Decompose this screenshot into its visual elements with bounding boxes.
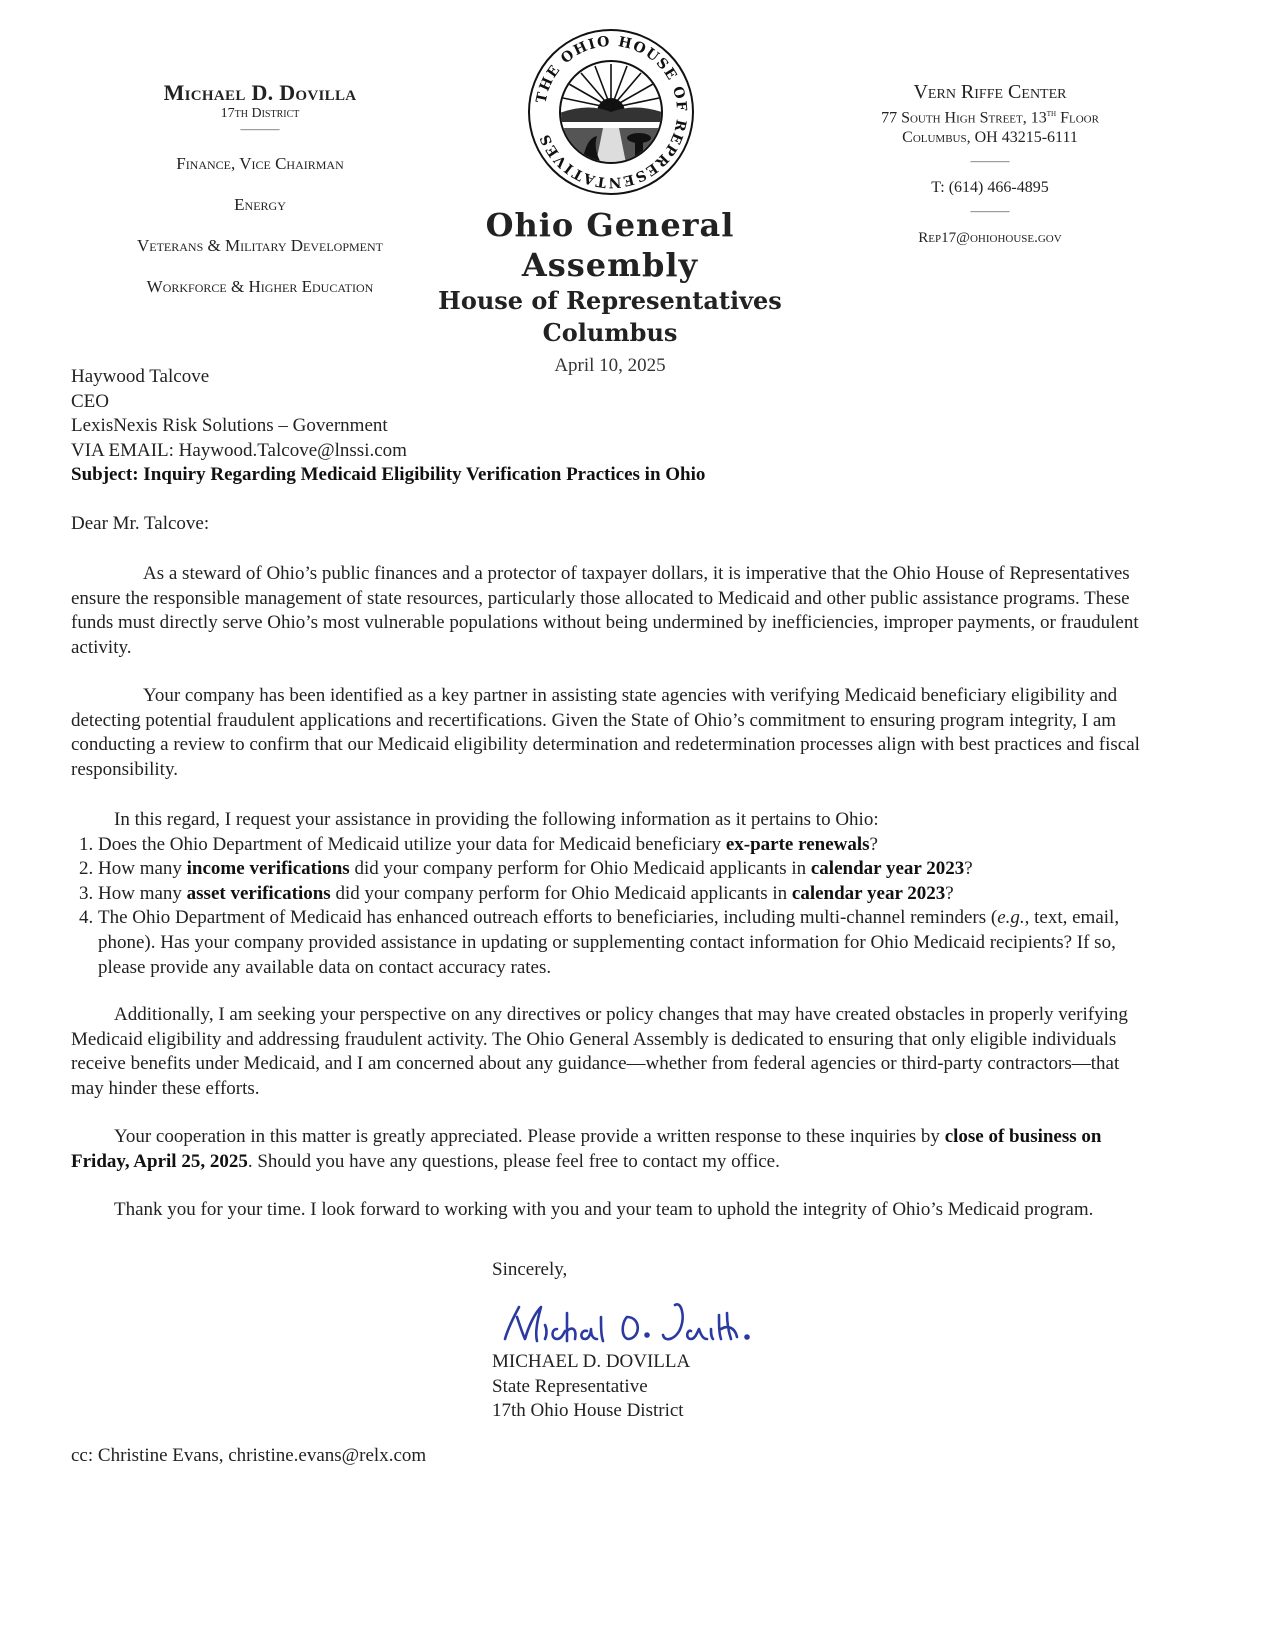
committee-workforce: Workforce & Higher Education xyxy=(146,277,374,296)
signatory-name: MICHAEL D. DOVILLA xyxy=(492,1351,691,1372)
paragraph-6: Thank you for your time. I look forward to working with you and your team to uphold the integrity of Ohio’s Medicaid program. xyxy=(114,1199,1094,1220)
paragraph-5 xyxy=(71,1125,1151,1174)
salutation: Dear Mr. Talcove: xyxy=(71,513,210,534)
letterhead-center xyxy=(420,205,800,379)
recipient-title: CEO xyxy=(71,390,109,412)
committee-veterans: Veterans & Military Development xyxy=(137,236,383,255)
street-address-suffix: Floor xyxy=(1056,109,1099,127)
question-emphasis: calendar year 2023 xyxy=(810,858,965,880)
question-text: How many xyxy=(98,882,187,904)
questions-intro: In this regard, I request your assistance in providing the following information as it pertains to Ohio: xyxy=(114,809,879,830)
paragraph-3 xyxy=(71,808,1151,980)
street-address-prefix: 77 South High Street, 13 xyxy=(881,109,1047,127)
committee-energy: Energy xyxy=(234,195,286,214)
deadline: close of business on Friday, April 25, 2025 xyxy=(71,1126,1102,1172)
floor-ordinal: th xyxy=(1046,108,1057,119)
divider: ——— xyxy=(970,203,1010,219)
questions-list xyxy=(71,833,1151,981)
letterhead-right xyxy=(840,80,1140,248)
representative-name: Michael D. Dovilla xyxy=(163,80,357,105)
district-label: 17th District xyxy=(220,106,300,121)
question-text: How many xyxy=(98,858,187,880)
committee-finance: Finance, Vice Chairman xyxy=(176,154,344,173)
question-1 xyxy=(98,833,1151,858)
question-text: did your company perform for Ohio Medicaid applicants in xyxy=(330,882,792,904)
question-text: ? xyxy=(869,833,878,855)
recipient-block xyxy=(71,365,1151,488)
ohio-house-seal-icon xyxy=(527,28,695,196)
paragraph-5-text: . Should you have any questions, please feel free to contact my office. xyxy=(247,1150,780,1172)
paragraph-4: Additionally, I am seeking your perspective on any directives or policy changes that may have created obstacles in properly verifying Medicaid eligibility and addressing fraudulent activity. The Ohio General Assembly is dedicated to ensuring that only eligible individuals receive benefits under Medicaid, and I am concerned about any guidance—whether from federal agencies or third-party contractors—that may hinder these efforts. xyxy=(71,1004,1128,1099)
paragraph-1: As a steward of Ohio’s public finances and a protector of taxpayer dollars, it is imperative that the Ohio House of Representatives ensure the responsible management of state resources, particularly those allocated to Medicaid and other public assistance programs. These funds must directly serve Ohio’s most vulnerable populations without being undermined by inefficiencies, improper payments, or fraudulent activity. xyxy=(71,563,1139,658)
office-email[interactable]: Rep17@ohiohouse.gov xyxy=(918,230,1062,247)
question-emphasis: ex-parte renewals xyxy=(725,833,870,855)
question-text: The Ohio Department of Medicaid has enhanced outreach efforts to beneficiaries, including multi-channel reminders ( xyxy=(98,907,998,929)
question-2 xyxy=(98,857,1151,882)
question-emphasis: asset verifications xyxy=(186,882,331,904)
paragraph-2: Your company has been identified as a key partner in assisting state agencies with verifying Medicaid beneficiary eligibility and detecting potential fraudulent applications and recertifications. Given the State of Ohio’s commitment to ensuring program integrity, I am conducting a review to confirm that our Medicaid eligibility determination and redetermination processes align with best practices and fiscal responsibility. xyxy=(71,685,1140,780)
phone-number: T: (614) 466-4895 xyxy=(931,179,1049,197)
recipient-email[interactable]: VIA EMAIL: Haywood.Talcove@lnssi.com xyxy=(71,439,407,461)
question-text: did your company perform for Ohio Medicaid applicants in xyxy=(349,858,811,880)
recipient-company: LexisNexis Risk Solutions – Government xyxy=(71,415,388,437)
city-label: Columbus xyxy=(542,318,678,347)
handwritten-signature-icon xyxy=(495,1295,775,1350)
question-emphasis: calendar year 2023 xyxy=(791,882,946,904)
question-3 xyxy=(98,882,1151,907)
question-text: ? xyxy=(964,858,973,880)
signatory-district: 17th Ohio House District xyxy=(492,1400,684,1422)
question-emphasis: e.g. xyxy=(997,907,1025,929)
paragraph-5-text: Your cooperation in this matter is greatly appreciated. Please provide a written response to these inquiries by xyxy=(114,1126,945,1147)
question-4 xyxy=(98,906,1151,980)
question-text: ? xyxy=(945,882,954,904)
divider: ——— xyxy=(240,121,280,136)
letterhead-left xyxy=(60,80,460,318)
divider: ——— xyxy=(970,153,1010,169)
street-address xyxy=(840,104,1140,128)
valediction: Sincerely, xyxy=(492,1259,568,1280)
recipient-name: Haywood Talcove xyxy=(71,366,210,387)
question-text: Does the Ohio Department of Medicaid utilize your data for Medicaid beneficiary xyxy=(98,833,726,855)
cc-line: cc: Christine Evans, christine.evans@relx.com xyxy=(71,1445,427,1466)
building-name: Vern Riffe Center xyxy=(913,81,1067,103)
signatory-details xyxy=(492,1350,892,1424)
signatory-title: State Representative xyxy=(492,1375,648,1397)
city-state-zip: Columbus, OH 43215-6111 xyxy=(902,129,1078,147)
assembly-title: Ohio General Assembly xyxy=(485,206,735,284)
letter-date: April 10, 2025 xyxy=(554,355,666,376)
question-emphasis: income verifications xyxy=(186,858,350,880)
svg-text:THE OHIO HOUSE OF REPRESENTATI: THE OHIO HOUSE OF REPRESENTATIVES xyxy=(533,33,690,191)
subject-line: Subject: Inquiry Regarding Medicaid Eligibility Verification Practices in Ohio xyxy=(71,464,706,486)
question-text: , text, email, phone). Has your company provided assistance in updating or supplementing contact information for Ohio Medicaid recipients? If so, please provide any available data on contact accuracy rates. xyxy=(98,907,1120,978)
house-subtitle: House of Representatives xyxy=(438,286,782,315)
signature-block xyxy=(492,1258,892,1283)
